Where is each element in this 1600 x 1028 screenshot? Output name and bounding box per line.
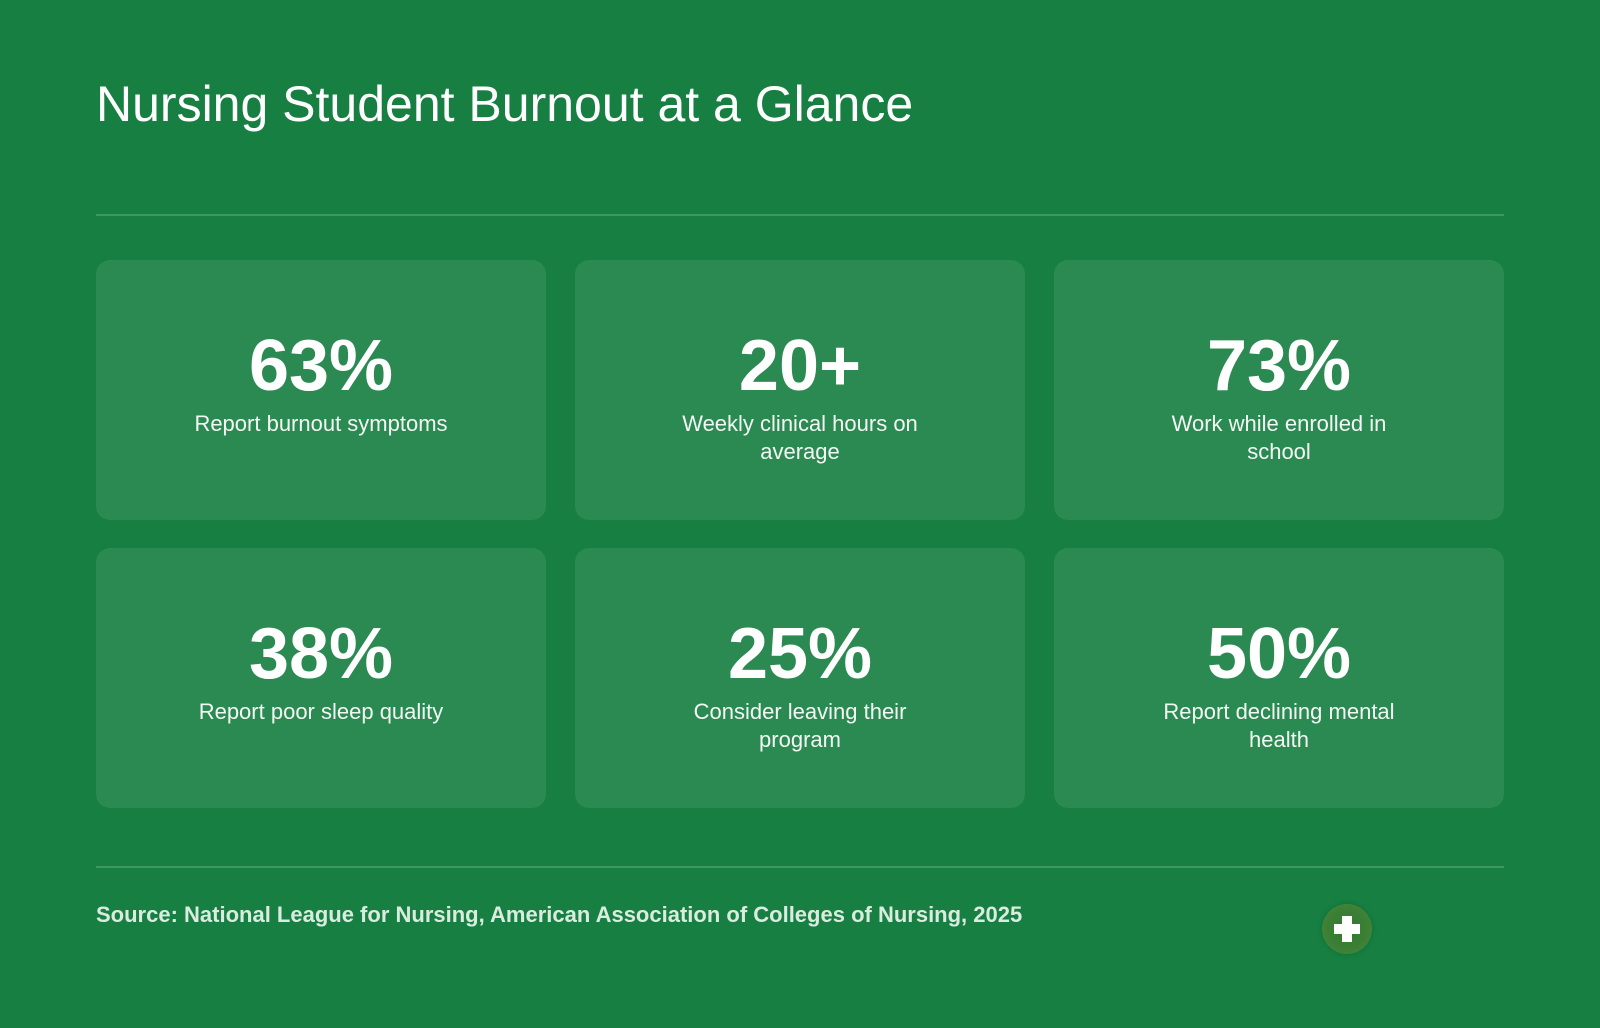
bottom-divider [96,866,1504,868]
medical-cross-icon [1330,912,1364,946]
page-title: Nursing Student Burnout at a Glance [96,76,914,132]
stat-label: Report declining mental health [1163,699,1395,752]
stat-value: 50% [1206,614,1352,694]
stat-card [96,260,546,520]
top-divider [96,214,1504,216]
stat-card [1054,548,1504,808]
stat-value: 73% [1206,326,1352,406]
medical-cross-badge [1322,904,1372,954]
stat-label: Report burnout symptoms [194,411,448,436]
stat-label: Report poor sleep quality [198,699,444,724]
stat-value: 63% [248,326,394,406]
source-citation: Source: National League for Nursing, American Association of Colleges of Nursing, 2025 [96,902,1023,927]
stat-card [575,260,1025,520]
stat-label: Consider leaving their program [693,699,907,752]
stat-value: 25% [727,614,873,694]
stat-value: 38% [248,614,394,694]
stat-card [575,548,1025,808]
stat-card [1054,260,1504,520]
stat-card [96,548,546,808]
stat-label: Work while enrolled in school [1171,411,1387,464]
stat-value: 20+ [738,326,862,406]
stat-label: Weekly clinical hours on average [682,411,918,464]
stats-grid [96,260,1504,808]
